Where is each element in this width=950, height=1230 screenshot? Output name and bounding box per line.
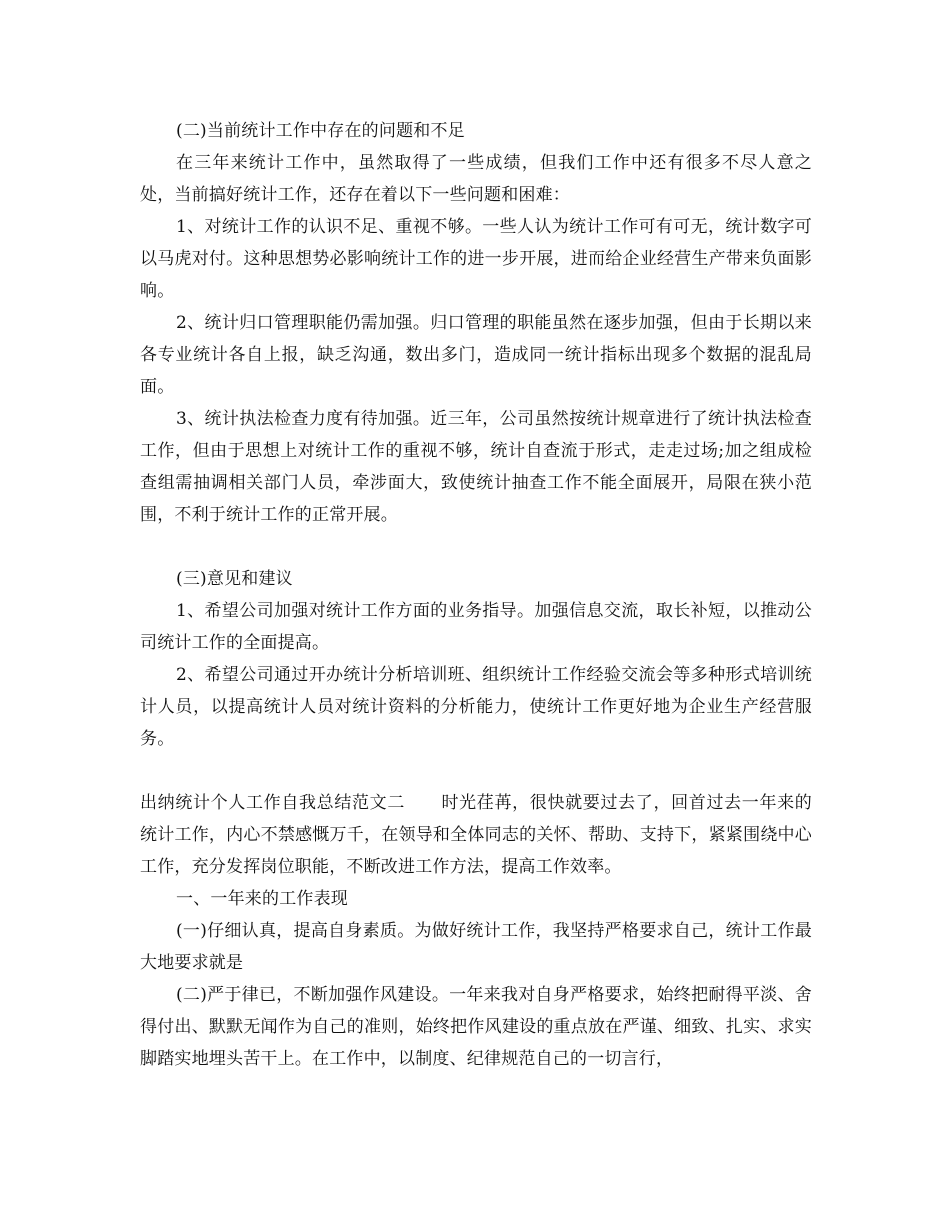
heading-work-performance: 一、一年来的工作表现 [176,889,348,909]
paragraph-performance-1: (一)仔细认真，提高自身素质。为做好统计工作，我坚持严格要求自己，统计工作最大地要求就是 [140,921,812,973]
paragraph-intro-problems: 在三年来统计工作中，虽然取得了一些成绩，但我们工作中还有很多不尽人意之处，当前搞好统计工作，还存在着以下一些问题和困难： [140,153,812,205]
paragraph-suggestion-2: 2、希望公司通过开办统计分析培训班、组织统计工作经验交流会等多种形式培训统计人员，以提高统计人员对统计资料的分析能力，使统计工作更好地为企业生产经营服务。 [140,665,812,749]
heading-suggestions: (三)意见和建议 [176,569,293,589]
paragraph-item-1: 1、对统计工作的认识不足、重视不够。一些人认为统计工作可有可无，统计数字可以马虎对付。这种思想势必影响统计工作的进一步开展，进而给企业经营生产带来负面影响。 [140,217,812,301]
section-intro: 时光荏苒，很快就要过去了，回首过去一年来的统计工作，内心不禁感慨万千，在领导和全体同志的关怀、帮助、支持下，紧紧围绕中心工作，充分发挥岗位职能，不断改进工作方法，提高工作效率。 [140,793,812,877]
paragraph-item-3: 3、统计执法检查力度有待加强。近三年，公司虽然按统计规章进行了统计执法检查工作，但由于思想上对统计工作的重视不够，统计自查流于形式，走走过场;加之组成检查组需抽调相关部门人员，牵涉面大，致使统计抽查工作不能全面展开，局限在狭小范围，不利于统计工作的正常开展。 [140,409,812,525]
heading-current-problems: (二)当前统计工作中存在的问题和不足 [176,121,465,141]
paragraph-suggestion-1: 1、希望公司加强对统计工作方面的业务指导。加强信息交流，取长补短，以推动公司统计工作的全面提高。 [140,601,812,653]
section-title: 出纳统计个人工作自我总结范文二 [140,793,405,813]
paragraph-performance-2: (二)严于律已，不断加强作风建设。一年来我对自身严格要求，始终把耐得平淡、舍得付出、默默无闻作为自己的准则，始终把作风建设的重点放在严谨、细致、扎实、求实脚踏实地埋头苦干上。在工作中，以制度、纪律规范自己的一切言行， [140,985,812,1069]
paragraph-item-2: 2、统计归口管理职能仍需加强。归口管理的职能虽然在逐步加强，但由于长期以来各专业统计各自上报，缺乏沟通，数出多门，造成同一统计指标出现多个数据的混乱局面。 [140,313,812,397]
section-two-paragraph [140,787,812,883]
